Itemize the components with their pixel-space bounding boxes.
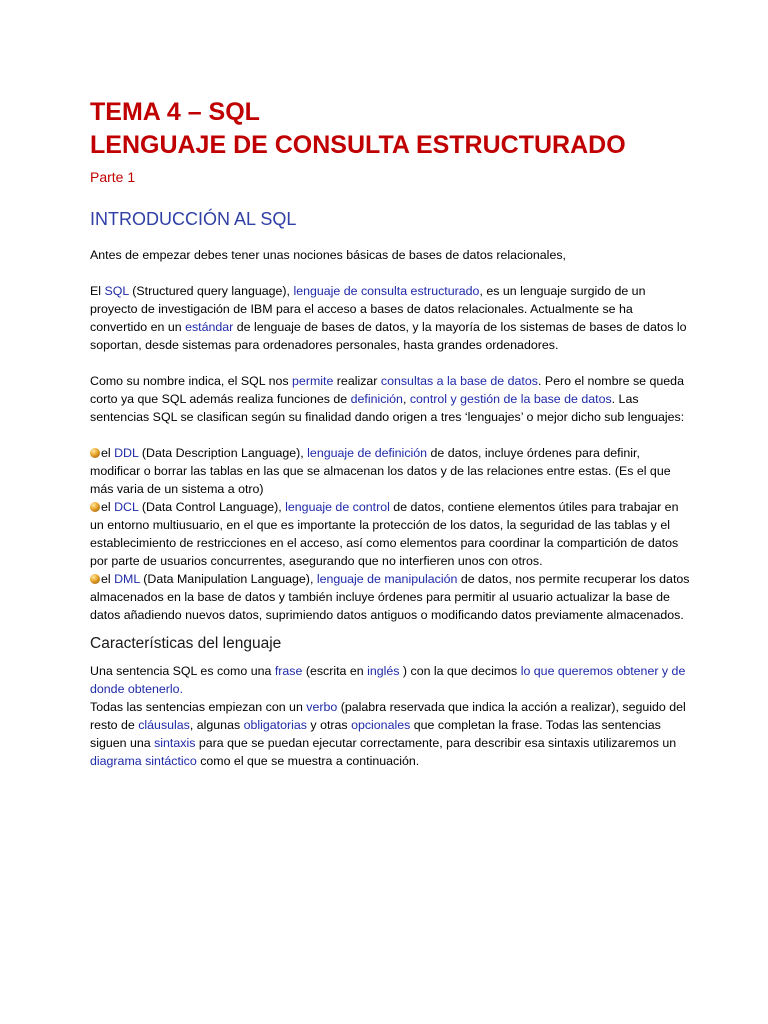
title-line-1: TEMA 4 – SQL <box>90 98 260 126</box>
link-obligatorias[interactable]: obligatorias <box>243 718 307 732</box>
link-clausulas[interactable]: cláusulas <box>138 718 190 732</box>
link-frase[interactable]: frase <box>274 664 303 678</box>
features-paragraph-1: Una sentencia SQL es como una frase (escrita en inglés ) con la que decimos lo que queremos obtener y de donde obtenerlo. <box>90 664 686 696</box>
bullet-dcl: el DCL (Data Control Language), lenguaje de control de datos, contiene elementos útiles para trabajar en un entorno multiusuario, en el que es importante la protección de los datos, la seguridad de las tablas y el establecimiento de restricciones en el acceso, así como elementos para coordinar la compartición de datos por parte de usuarios concurrentes, asegurando que no interfieren unos con otros. <box>90 500 679 568</box>
link-ddl[interactable]: DDL <box>114 446 139 460</box>
link-sql[interactable]: SQL <box>104 284 129 298</box>
link-diagrama-sintactico[interactable]: diagrama sintáctico <box>90 754 197 768</box>
bullet-ball-icon <box>90 502 100 512</box>
bullet-ball-icon <box>90 574 100 584</box>
intro-heading: INTRODUCCIÓN AL SQL <box>90 209 297 229</box>
link-control-gestion[interactable]: control y gestión de la base de datos <box>409 392 612 406</box>
bullet-ddl: el DDL (Data Description Language), lenguaje de definición de datos, incluye órdenes para definir, modificar o borrar las tablas en las que se almacenan los datos y de las relaciones entre estas. (Es el que más varia de un sistema a otro) <box>90 446 671 496</box>
link-estandar[interactable]: estándar <box>185 320 234 334</box>
link-definicion[interactable]: definición <box>350 392 403 406</box>
link-permite[interactable]: permite <box>292 374 334 388</box>
doc-title <box>90 96 690 162</box>
link-verbo[interactable]: verbo <box>306 700 338 714</box>
intro-paragraph-2: El SQL (Structured query language), lenguaje de consulta estructurado, es un lenguaje surgido de un proyecto de investigación de IBM para el acceso a bases de datos relacionales. Actualmente se ha convertido en un estándar de lenguaje de bases de datos, y la mayoría de los sistemas de bases de datos lo soportan, desde sistemas para ordenadores personales, hasta grandes ordenadores. <box>90 284 687 352</box>
bullet-ball-icon <box>90 448 100 458</box>
link-ingles[interactable]: inglés <box>367 664 400 678</box>
intro-paragraph-1: Antes de empezar debes tener unas nociones básicas de bases de datos relacionales, <box>90 248 566 262</box>
part-label: Parte 1 <box>90 169 136 185</box>
link-sintaxis[interactable]: sintaxis <box>154 736 196 750</box>
link-lenguaje-consulta[interactable]: lenguaje de consulta estructurado <box>293 284 480 298</box>
link-opcionales[interactable]: opcionales <box>351 718 411 732</box>
link-lenguaje-manipulacion[interactable]: lenguaje de manipulación <box>316 572 458 586</box>
link-lenguaje-control[interactable]: lenguaje de control <box>285 500 390 514</box>
features-paragraph-2: Todas las sentencias empiezan con un verbo (palabra reservada que indica la acción a realizar), seguido del resto de cláusulas, algunas obligatorias y otras opcionales que completan la frase. Todas las sentencias siguen una sintaxis para que se puedan ejecutar correctamente, para describir esa sintaxis utilizaremos un diagrama sintáctico como el que se muestra a continuación. <box>90 700 686 768</box>
features-heading: Características del lenguaje <box>90 635 282 652</box>
link-dcl[interactable]: DCL <box>114 500 139 514</box>
document-page <box>90 96 690 770</box>
title-line-2: LENGUAJE DE CONSULTA ESTRUCTURADO <box>90 131 626 159</box>
intro-paragraph-3: Como su nombre indica, el SQL nos permite realizar consultas a la base de datos. Pero el nombre se queda corto ya que SQL además realiza funciones de definición, control y gestión de la base de datos. Las sentencias SQL se clasifican según su finalidad dando origen a tres ‘lenguajes’ o mejor dicho sub lenguajes: <box>90 374 685 424</box>
link-consultas[interactable]: consultas a la base de datos <box>380 374 538 388</box>
bullet-dml: el DML (Data Manipulation Language), lenguaje de manipulación de datos, nos permite recuperar los datos almacenados en la base de datos y también incluye órdenes para permitir al usuario actualizar la base de datos añadiendo nuevos datos, suprimiendo datos antiguos o modificando datos previamente almacenados. <box>90 572 690 622</box>
link-lo-que-queremos[interactable]: lo que queremos obtener y de donde obtenerlo. <box>90 664 686 696</box>
link-dml[interactable]: DML <box>114 572 140 586</box>
link-lenguaje-definicion[interactable]: lenguaje de definición <box>307 446 428 460</box>
